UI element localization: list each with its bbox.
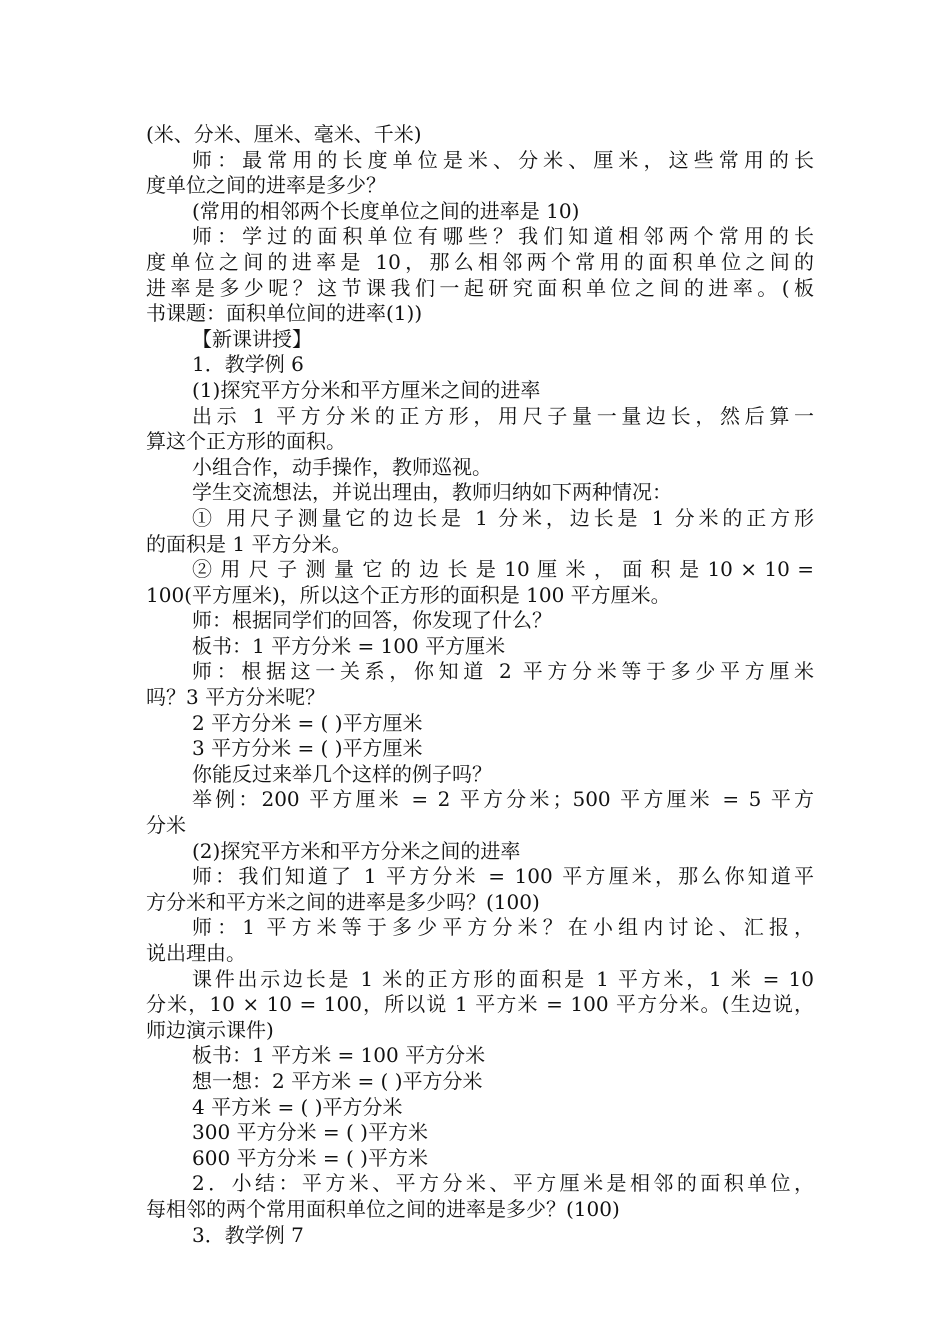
text-line: 进率是多少呢？这节课我们一起研究面积单位之间的进率。(板 xyxy=(146,275,814,300)
text-line: 板书：1 平方米 = 100 平方分米 xyxy=(192,1043,486,1068)
text-line: 课件出示边长是 1 米的正方形的面积是 1 平方米，1 米 = 10 xyxy=(192,966,814,991)
text-line: ① 用尺子测量它的边长是 1 分米，边长是 1 分米的正方形 xyxy=(192,505,814,530)
text-line: 2．小结：平方米、平方分米、平方厘米是相邻的面积单位， xyxy=(192,1171,814,1196)
text-line: 师：我们知道了 1 平方分米 = 100 平方厘米，那么你知道平 xyxy=(192,864,814,889)
text-line: 【新课讲授】 xyxy=(192,326,312,351)
text-line: 3 平方分米 = ( )平方厘米 xyxy=(192,736,423,761)
text-line: 师：学过的面积单位有哪些？我们知道相邻两个常用的长 xyxy=(192,224,814,249)
text-line: 方分米和平方米之间的进率是多少吗？(100) xyxy=(146,889,540,914)
text-line: ② 用 尺 子 测 量 它 的 边 长 是 10 厘 米 ， 面 积 是 10 × 10 = xyxy=(192,557,814,582)
text-line: 师：根据同学们的回答，你发现了什么？ xyxy=(192,608,552,633)
text-line: 600 平方分米 = ( )平方米 xyxy=(192,1145,428,1170)
text-line: 你能反过来举几个这样的例子吗？ xyxy=(192,761,492,786)
text-line: 小组合作，动手操作，教师巡视。 xyxy=(192,454,492,479)
text-line: 度单位之间的进率是 10，那么相邻两个常用的面积单位之间的 xyxy=(146,249,814,274)
text-line: 想一想：2 平方米 = ( )平方分米 xyxy=(192,1068,483,1093)
text-line: 每相邻的两个常用面积单位之间的进率是多少？(100) xyxy=(146,1196,620,1221)
text-line: 师边演示课件) xyxy=(146,1017,274,1042)
text-line: 书课题：面积单位间的进率(1)) xyxy=(146,301,423,326)
text-line: 2 平方分米 = ( )平方厘米 xyxy=(192,710,423,735)
text-line: 的面积是 1 平方分米。 xyxy=(146,531,352,556)
text-line: 板书：1 平方分米 = 100 平方厘米 xyxy=(192,633,506,658)
text-line: 度单位之间的进率是多少？ xyxy=(146,173,386,198)
text-line: 师：1 平方米等于多少平方分米？在小组内讨论、汇报， xyxy=(192,915,814,940)
text-line: 分米，10 × 10 = 100，所以说 1 平方米 = 100 平方分米。(生边说， xyxy=(146,992,814,1017)
text-line: 3．教学例 7 xyxy=(192,1222,304,1247)
text-line: (1)探究平方分米和平方厘米之间的进率 xyxy=(192,377,541,402)
text-line: (2)探究平方米和平方分米之间的进率 xyxy=(192,838,521,863)
text-line: 4 平方米 = ( )平方分米 xyxy=(192,1094,403,1119)
text-line: 算这个正方形的面积。 xyxy=(146,429,346,454)
text-line: 吗？3 平方分米呢？ xyxy=(146,685,326,710)
text-line: (米、分米、厘米、毫米、千米) xyxy=(146,122,422,146)
text-line: 300 平方分米 = ( )平方米 xyxy=(192,1120,428,1145)
text-line: 说出理由。 xyxy=(146,941,246,965)
text-line: 100(平方厘米)，所以这个正方形的面积是 100 平方厘米。 xyxy=(146,582,671,607)
text-line: 学生交流想法，并说出理由，教师归纳如下两种情况： xyxy=(192,480,672,505)
text-line: 出示 1 平方分米的正方形，用尺子量一量边长，然后算一 xyxy=(192,403,814,428)
text-line: 师：根据这一关系，你知道 2 平方分米等于多少平方厘米 xyxy=(192,659,814,684)
document-page xyxy=(146,122,814,1248)
text-line: 师：最常用的长度单位是米、分米、厘米，这些常用的长 xyxy=(192,147,814,172)
text-line: (常用的相邻两个长度单位之间的进率是 10) xyxy=(192,198,580,223)
text-line: 1．教学例 6 xyxy=(192,352,304,377)
text-line: 举例：200 平方厘米 = 2 平方分米；500 平方厘米 = 5 平方 xyxy=(192,787,814,812)
text-line: 分米 xyxy=(146,813,186,838)
